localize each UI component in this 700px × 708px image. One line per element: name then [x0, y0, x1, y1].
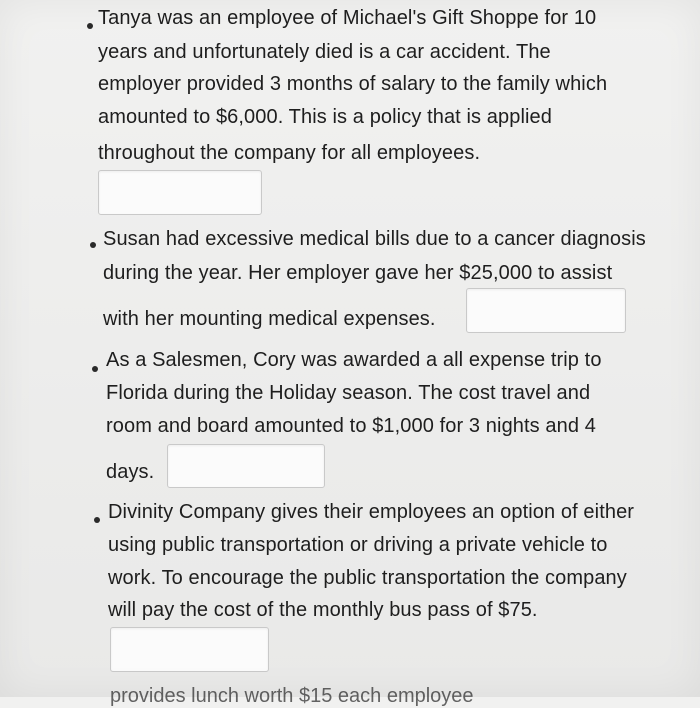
partial-next-question: provides lunch worth $15 each employee [110, 685, 474, 707]
question-1-line-1: Tanya was an employee of Michael's Gift Shoppe for 10 [98, 7, 597, 29]
question-1-line-3: employer provided 3 months of salary to the family which [98, 73, 608, 95]
answer-input-4[interactable] [110, 627, 269, 672]
question-4-line-2: using public transportation or driving a private vehicle to [108, 534, 608, 556]
question-2-line-2: during the year. Her employer gave her $25,000 to assist [103, 262, 613, 284]
question-2-line-3: with her mounting medical expenses. [103, 308, 436, 330]
question-4-line-4: will pay the cost of the monthly bus pass of $75. [108, 599, 538, 621]
question-3-line-3: room and board amounted to $1,000 for 3 nights and 4 [106, 415, 596, 437]
question-2-line-1: Susan had excessive medical bills due to a cancer diagnosis [103, 228, 646, 250]
bullet-icon [87, 23, 93, 29]
question-3-line-2: Florida during the Holiday season. The cost travel and [106, 382, 591, 404]
question-1-line-5: throughout the company for all employees. [98, 142, 481, 164]
answer-input-2[interactable] [466, 288, 626, 333]
answer-input-3[interactable] [167, 444, 325, 488]
answer-input-1[interactable] [98, 170, 262, 215]
bullet-icon [92, 366, 98, 372]
question-3-line-1: As a Salesmen, Cory was awarded a all expense trip to [106, 349, 602, 371]
question-1-line-4: amounted to $6,000. This is a policy that is applied [98, 106, 552, 128]
question-4-line-3: work. To encourage the public transportation the company [108, 567, 627, 589]
bullet-icon [90, 242, 96, 248]
bullet-icon [94, 517, 100, 523]
question-1-line-2: years and unfortunately died is a car accident. The [98, 41, 551, 63]
question-4-line-1: Divinity Company gives their employees an option of either [108, 501, 635, 523]
question-3-line-4: days. [106, 461, 155, 483]
